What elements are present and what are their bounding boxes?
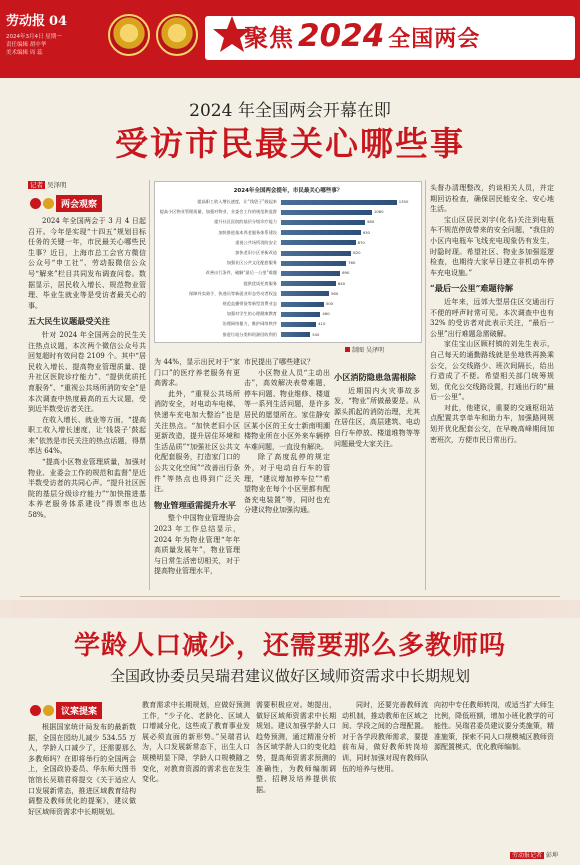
article1-column-4 (334, 357, 420, 589)
article1-col2-p3: 整个中国物业管理协会 2023 年工作总结显示，2024 年为物业管理“年年高质量发展年”，物业管理与日常生活密切相关，对于提高物业管理水平， (154, 514, 240, 576)
chart-value-label: 760 (348, 260, 356, 266)
article1-col3-p3: 除了高度乱停的规定外，对于电动自行车的管理，“建议增加停车位”“希望物业在每个小区里都有配备充电装置”等，同时也充分建议物业加强沟通。 (244, 453, 330, 515)
chart-bar (281, 251, 351, 256)
article1-subhead-4: “最后一公里”难题待解 (430, 283, 514, 294)
author-label: 劳动报记者 (512, 852, 543, 859)
caption-label: 制图 (352, 347, 365, 354)
cppcc-emblem-icon (156, 14, 198, 56)
chart-category-label: 加强社区公共文化配套服务 (226, 260, 277, 266)
article1-subhead-1: 五大民生议题最受关注 (28, 316, 110, 327)
chart-bar-row (159, 269, 419, 277)
chart-bar-row (159, 331, 419, 339)
chart-value-label: 1060 (373, 209, 384, 215)
chart-bar-row (159, 280, 419, 288)
chart-value-label: 870 (357, 239, 365, 245)
chart-value-label: 930 (362, 229, 370, 235)
chart-value-label: 460 (322, 311, 330, 317)
article2-byline (510, 850, 558, 859)
article1-col2-p2: 此外，“重视公共场所消防安全，对电动车电梯、快递车充电加大整治”也是关注热点。“加快老旧小区更新改造，提升居住环境和生活品质”“加强社区公共文化配套服务，打造家门口的公共文化空间”“改善出行条件”等热点也得到广泛关注。 (154, 389, 240, 494)
article1-column-5 (430, 183, 554, 588)
caption-marker (345, 347, 350, 352)
chart-category-label: 重视公共场所消防安全 (235, 239, 277, 245)
chart-bar (281, 261, 346, 266)
article2-headline: 学龄人口减少，还需要那么多教师吗 (73, 631, 506, 661)
edition-meta (6, 33, 67, 57)
chart-bar-row (159, 239, 419, 247)
page-number: 04 (49, 14, 68, 29)
survey-bar-chart (154, 181, 422, 343)
byline-name: 吴泽明 (47, 181, 67, 189)
article2-column-4 (342, 700, 428, 860)
chart-bar-row (159, 290, 419, 298)
chart-bar (281, 240, 356, 245)
chart-category-label: 提供优质托育服务 (243, 280, 277, 286)
emblem-icon (43, 705, 54, 716)
article1-col4-p5: 对此，他建议，重要的交通枢纽站点配置共享单车和助力车，加强路网规划并优化配套公交，在早晚高峰期间加密班次，方便市民日常出行。 (430, 403, 554, 444)
article1-intro: 2024 年全国两会于 3 月 4 日起召开。今年是实现“十四五”规划目标任务的关键一年，市民最关心哪些民生事？近日，上海市总工会官方微信公众号“申工社”、劳动报微信公众号“解来”栏目共同发布调查问卷。数据显示，居民收入增长、规范物业管理、毕业生就业等是受访者最关心的事。 (28, 217, 146, 310)
article1-column-1 (28, 216, 146, 588)
chart-bar-row (159, 218, 419, 226)
article1-kicker: 2024 年全国两会开幕在即 (189, 101, 391, 121)
chart-bar (281, 312, 320, 317)
article1-para-1: 针对 2024 年全国两会的民生关注热点议题，本次两个微信公众号共回复超时有效问卷 2109 个。其中“居民收入增长、提高物业管理质量、提升社区医院诊疗能力”、“提供优质托育服务”、“重视公共场所消防安全”是本次调查中热度最高的五大议题，受到近半数受访者关注。 (28, 330, 146, 414)
article2-col4: 同时，还要完善教师流动机制，推动教师在区域之间、学段之间的合理配置。对于各学段教师需求，要提前布局，做好教师转岗培训，同时加强对现有教师队伍的培养与使用。 (342, 701, 428, 773)
chart-category-label: 提高小区物业管理质量，加强对物业、业委会工作的规范和监督 (159, 209, 277, 215)
chart-value-label: 560 (331, 290, 339, 296)
chart-value-label: 820 (353, 250, 361, 255)
chart-bar-row (159, 300, 419, 308)
byline-label: 记者 (30, 181, 43, 189)
chart-category-label: 提高职工收入增长速度，让“钱袋子”鼓起来 (197, 199, 277, 204)
article1-subhead-3: 小区消防隐患急需根除 (334, 372, 416, 382)
section-divider (20, 596, 560, 597)
edition-date: 2024年3月4日 星期一 (6, 34, 62, 40)
chart-bar (281, 271, 340, 276)
decorative-band (0, 600, 580, 618)
article1-column-2 (154, 357, 240, 589)
focus-prefix: 聚焦 (244, 24, 294, 52)
chart-bar (281, 322, 316, 327)
chart-category-label: 改善出行条件，破解“最后一公里”难题 (205, 270, 277, 276)
tag-label: 议案提案 (56, 702, 102, 719)
article1-column-3 (244, 357, 330, 589)
chart-bar-row (159, 320, 419, 328)
emblem-icon (30, 705, 41, 716)
chart-value-label: 410 (318, 321, 326, 327)
chart-bar-row (159, 198, 419, 206)
article1-col2-p1: 为 44%，显示出民对于“家门口”的医疗养老服务有更高需求。 (154, 358, 240, 388)
article1-col3-p4: 近期国内火灾事故多发，“物业”所做最要是。从源头抓起的消防治理，尤其在居住区，高层建筑、电动自行车停放、楼道堆物等等问题最受大家关注。 (334, 386, 420, 448)
chart-category-label: 规范直播带货等新型消费业态 (222, 301, 277, 306)
national-emblem-icon (108, 14, 150, 56)
chart-bar (281, 302, 324, 307)
paper-title: 劳动报 (6, 14, 46, 29)
article1-tag (30, 193, 102, 213)
article2-column-1 (28, 722, 136, 860)
chart-title: 2024年全国两会提年，市民最关心哪些事？ (233, 188, 343, 194)
caption-name: 吴泽明 (365, 347, 384, 354)
article1-col3-p2: 小区物业人员“主动出击”，高效解决表带难题，停车问题、物业维修、楼道等一系列生活问题，是许多居民的愿望所在。家住静安区某小区的王女士新南明潮楼物业所在小区外来车辆停车难问题，一直没有解决。 (244, 368, 330, 451)
chart-bar (281, 230, 361, 235)
chart-caption (345, 345, 384, 354)
article2-col3: 需要积极应对。她提出，做好区域师资需求中长期规划。建议加强学龄人口趋势预测，通过精准分析各区域学龄人口的变化趋势，提高师资需求预测的准确性，为教师编制调整、招聘及培养提供依据。 (256, 701, 336, 794)
chart-category-label: 加快推进基本养老服务体系建设 (218, 229, 277, 235)
article1-col4-p4: 家住宝山区顾村镇的刘先生表示，自己每天的通勤路线就是坐地铁再换乘公交，公交线路少、班次间隔长，给出行造成了不便。希望相关部门统筹规划，优化公交线路设置，打通出行的“最后一公里”。 (430, 340, 554, 402)
chart-bar-row (159, 229, 419, 237)
focus-title (244, 18, 480, 54)
masthead (6, 10, 67, 57)
article1-para-2: 在收入增长、就业等方面，“提高职工收入增长速度，让‘钱袋子’鼓起来”依然是市民关注的热点话题，得票率达 64%。 (28, 415, 146, 456)
chart-bar-row (159, 208, 419, 216)
article1-para-3: “提高小区物业管理质量，加强对物业、业委会工作的规范和监督”是近半数受访者的共同心声。“提升社区医院的基层分级诊疗能力”“加快推进基本养老服务体系建设”得票率也达 58%。 (28, 458, 146, 520)
article2-column-5 (434, 700, 554, 848)
chart-bar (281, 291, 329, 296)
column-divider (149, 180, 150, 590)
article2-column-3 (256, 700, 336, 860)
chart-category-label: 保障外卖骑手、快递员等新就业形态劳动者权益 (189, 290, 277, 296)
tag-label: 两会观察 (56, 195, 102, 212)
chart-bar-row (159, 259, 419, 267)
chart-category-label: 加强对学生的心理健康教育 (226, 311, 277, 317)
chart-value-label: 980 (367, 219, 375, 225)
article1-col4-p2: 宝山区居民刘宇(化名)关注到电瓶车不规范停放带来的安全问题，“我住的小区内电瓶车飞线充电现象仍有发生，时隐时现。希望社区、物业多加强巡逻检查，也期待大家早日建立非机动车停车充电设施。” (430, 215, 554, 277)
chart-category-label: 提升社区医院的基层分级诊疗能力 (214, 219, 277, 225)
chart-category-label: 治理网络暴力，维护网络秩序 (222, 321, 277, 327)
focus-suffix: 全国两会 (388, 27, 481, 52)
chart-bar (281, 220, 365, 225)
chart-value-label: 1350 (398, 199, 409, 204)
chart-bar (281, 200, 397, 205)
article1-col4-p1: 头督办清理整改，约谈相关人员，并定期回访检查，确保居民能安全、安心地生活。 (430, 184, 554, 214)
editor-line: 责任编辑 胡中华 (6, 42, 47, 48)
column-divider (425, 180, 426, 590)
emblem-icon (43, 198, 54, 209)
article1-subhead-2: 物业管理亟需提升水平 (154, 499, 236, 510)
chart-category-label: 加快老旧小区更新改造 (235, 250, 277, 255)
chart-value-label: 690 (342, 270, 350, 276)
chart-value-label: 500 (325, 301, 334, 306)
chart-bar-row (159, 249, 419, 257)
chart-bar (281, 210, 372, 215)
article2-column-2 (142, 700, 250, 860)
chart-bar-row (159, 310, 419, 318)
article2-tag (30, 700, 102, 720)
emblem-icon (30, 198, 41, 209)
article1-col3-p1: 市民提出了哪些建议？ (244, 358, 314, 366)
article2-col1: 根据国家统计局发布的最新数据，全国在园幼儿减少 534.55 万人，学龄人口减少了，还需要那么多教师吗？在即将举行的全国两会上，全国政协委员、华东师大图书馆馆长吴瑞君将提交《关于适应人口发展新常态，推进区域教育结构调整及教师优化的提案》，建议做好区域师资需求中长期规划。 (28, 723, 136, 816)
focus-year: 2024 (298, 18, 385, 54)
chart-bar (281, 281, 336, 286)
paper-name (6, 10, 67, 29)
chart-value-label: 640 (337, 280, 346, 286)
article1-headline: 受访市民最关心哪些事 (115, 124, 465, 163)
article1-byline (28, 180, 67, 189)
chart-value-label: 340 (312, 331, 320, 337)
chart-bar (281, 332, 310, 337)
art-editor-line: 美术编辑 周 蕊 (6, 50, 43, 56)
author-name: 彭坤 (546, 852, 559, 859)
article2-col5: 向初中专任教师转岗，或适当扩大师生比例，降低班额，增加小班化教学的可能性。吴瑞君委员建议要分类施策，精准施策，探索不同人口规模城区教师资源配置模式，优化教师编制。 (434, 701, 554, 752)
article2-subhead: 全国政协委员吴瑞君建议做好区域师资需求中长期规划 (109, 667, 470, 685)
article2-col2: 教育需求中长期规划，应做好预测工作，“少子化、老龄化、区域人口增减分化，这些成了教育事业发展必须直面的新形势。”吴瑞君认为，人口发展新常态下，出生人口规模明显下降，学龄人口规模随之变化，对教育资源的需求也在发生变化。 (142, 701, 250, 784)
chart-category-label: 推进垃圾分类和资源回收利用 (222, 331, 277, 337)
article1-col4-p3: 近年来，远郊大型居住区交通出行不便的呼声时常可见。本次调查中也有 32% 的受访者对此表示关注，“最后一公里”出行难题急需破解。 (430, 297, 554, 338)
